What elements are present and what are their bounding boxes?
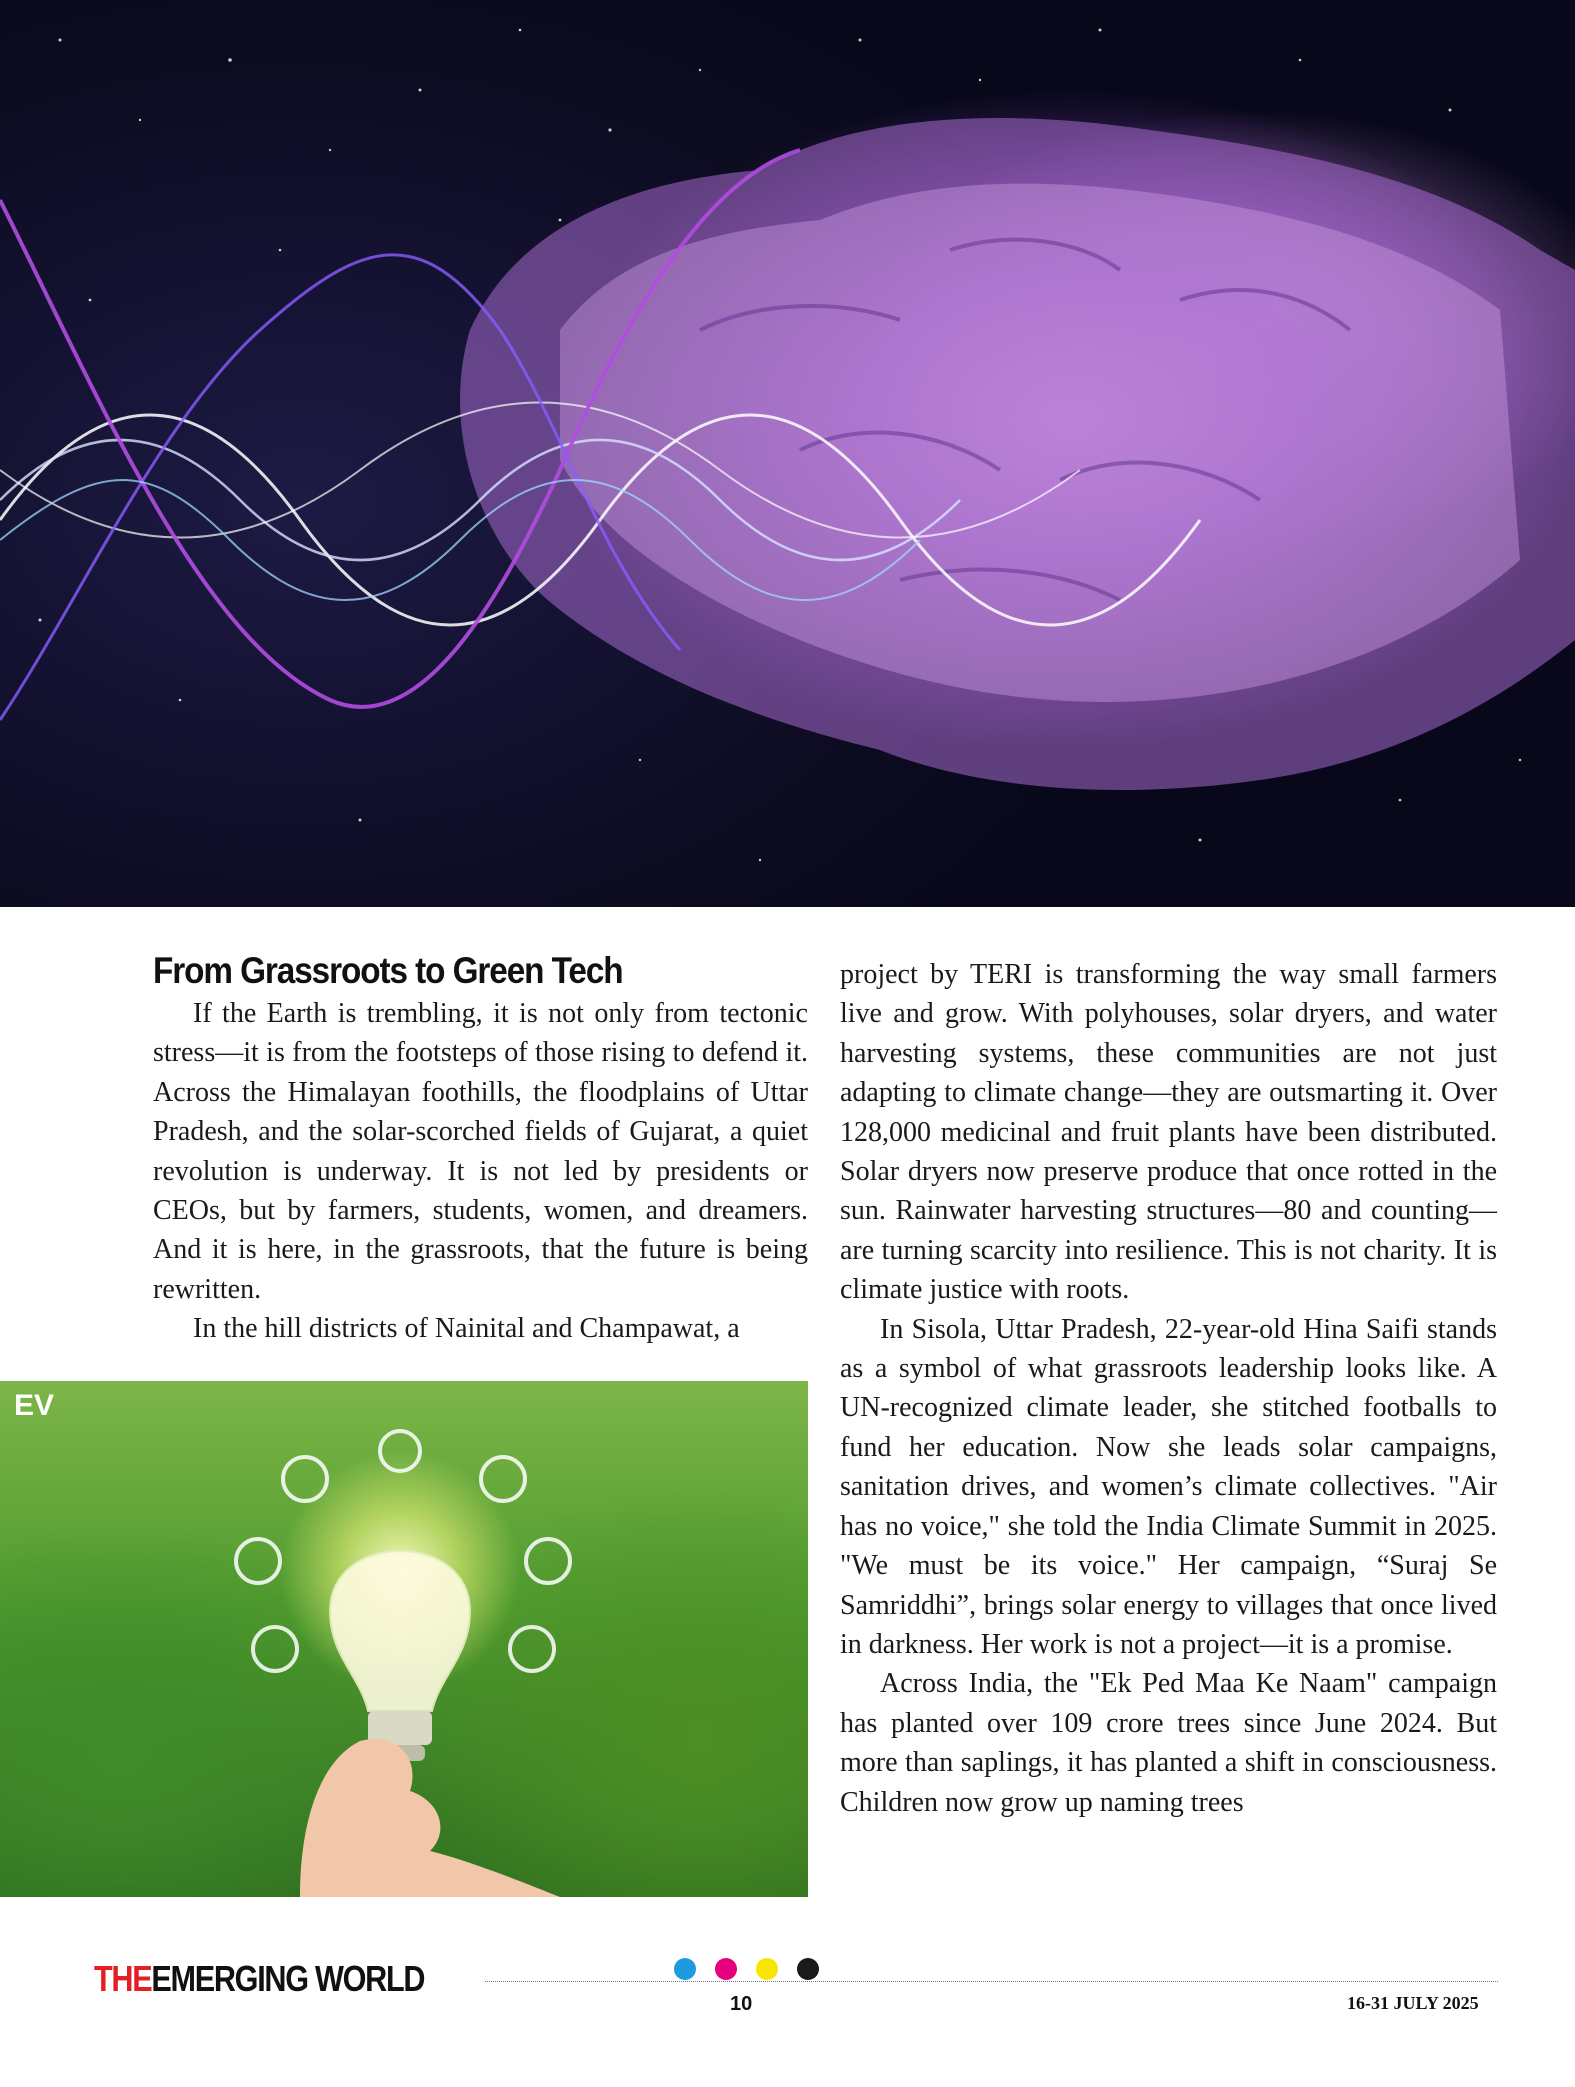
footer-rule — [485, 1981, 1498, 1982]
article-column-right — [840, 955, 1497, 1822]
article-paragraph: Across India, the "Ek Ped Maa Ke Naam" campaign has planted over 109 crore trees since June 2024. But more than saplings, it has planted a shift in consciousness. Children now grow up naming trees — [840, 1668, 1497, 1818]
logo-the: THE — [94, 1958, 152, 1999]
brain-shape — [460, 118, 1575, 790]
page-number: 10 — [730, 1993, 753, 2015]
article-paragraph: In Sisola, Uttar Pradesh, 22-year-old Hina Saifi stands as a symbol of what grassroots leadership looks like. A UN-recognized climate leader, she stitched footballs to fund her education. Now she leads solar campaigns, sanitation drives, and women’s climate collectives. "Air has no voice," she told the India Climate Summit in 2025. "We must be its voice." Her campaign, “Suraj Se Samriddhi”, brings solar energy to villages that once lived in darkness. Her work is not a project—it is a promise. — [840, 1313, 1497, 1660]
publication-logo — [94, 1958, 424, 2000]
issue-date: 16-31 JULY 2025 — [1347, 1993, 1479, 2013]
hand — [300, 1739, 560, 1897]
lightbulb-eco-photo — [0, 1381, 808, 1897]
article-paragraph: If the Earth is trembling, it is not only from tectonic stress—it is from the footsteps of those rising to defend it. Across the Himalayan foothills, the floodplains of Uttar Pradesh, and the solar-scorched fields of Gujarat, a quiet revolution is underway. It is not led by presidents or CEOs, but by farmers, students, women, and dreamers. And it is here, in the grassroots, that the future is being rewritten. — [153, 998, 808, 1305]
globe-icon — [510, 1627, 554, 1671]
registration-dot-3 — [756, 1958, 778, 1980]
article-heading: From Grassroots to Green Tech — [153, 950, 623, 991]
hero-image-brain-waves — [0, 0, 1575, 907]
leaf-icon — [526, 1539, 570, 1583]
article-column-left — [153, 994, 808, 1349]
house-icon — [283, 1457, 327, 1501]
recycle-icon — [481, 1457, 525, 1501]
logo-emerging-world: EMERGING WORLD — [151, 1958, 425, 1999]
lightbulb — [330, 1551, 470, 1761]
article-paragraph: project by TERI is transforming the way small farmers live and grow. With polyhouses, solar dryers, and water harvesting systems, these communities are not just adapting to climate change—they are outsmarting it. Over 128,000 medicinal and fruit plants have been distributed. Solar dryers now preserve produce that once rotted in the sun. Rainwater harvesting structures—80 and counting—are turning scarcity into resilience. This is not charity. It is climate justice with roots. — [840, 959, 1497, 1306]
registration-dot-4 — [797, 1958, 819, 1980]
article-paragraph: In the hill districts of Nainital and Champawat, a — [193, 1313, 740, 1345]
registration-dots — [674, 1958, 819, 1980]
sun-icon — [380, 1431, 420, 1471]
brain-wave-illustration — [0, 0, 1575, 907]
lightbulb-illustration — [0, 1381, 808, 1897]
water-drop-icon — [236, 1539, 280, 1583]
registration-dot-1 — [674, 1958, 696, 1980]
bulb-small-icon — [253, 1627, 297, 1671]
photo-watermark: EV — [14, 1389, 55, 1422]
registration-dot-2 — [715, 1958, 737, 1980]
